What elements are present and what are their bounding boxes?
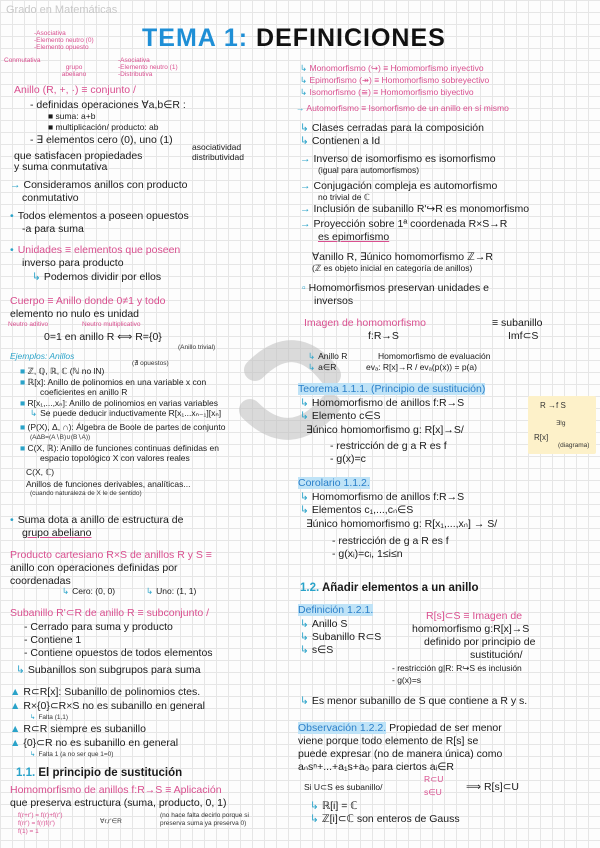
- contiene-1: - Contiene 1: [24, 634, 82, 646]
- ex-rcr: ▲ R⊂R[x]: Subanillo de polinomios ctes.: [10, 686, 201, 698]
- ex-polinomios-2: coeficientes en anillo R: [40, 387, 128, 397]
- ex-polinomios-1: ■ ℝ[x]: Anillo de polinomios en una variable x con: [20, 377, 207, 387]
- co-elementos: ↳ Elementos c₁,...,cₙ∈S: [300, 504, 413, 516]
- co-gx: - g(xᵢ)=cᵢ, 1≤i≤n: [332, 548, 403, 560]
- ex-numbers: ■ ℤ, ℚ, ℝ, ℂ (ℕ no lN): [20, 366, 105, 376]
- existen-elementos: - ∃ elementos cero (0), uno (1): [30, 134, 173, 146]
- rcu: R⊂U: [424, 774, 444, 784]
- podemos-dividir: ↳ Podemos dividir por ellos: [32, 271, 161, 283]
- unidades-def: • Unidades ≡ elementos que poseen: [10, 244, 180, 256]
- hom-prop-1: f(r+r') = f(r)+f(r'): [18, 812, 63, 819]
- consideramos: → Consideramos anillos con producto: [10, 179, 188, 191]
- clases-cerradas: ↳ Clases cerradas para la composición: [300, 122, 484, 134]
- ex-varias-1: ■ R[x₁,...,xₙ]: Anillo de polinomios en varias variables: [20, 398, 219, 408]
- anillo-trivial: (Anillo trivial): [178, 344, 216, 351]
- anillo-z-homo: ∀anillo R, ∃único homomorfismo ℤ→R: [312, 251, 493, 263]
- definido-por: definido por principio de: [424, 636, 536, 648]
- rs-def: R[s]⊂S ≡ Imagen de: [426, 610, 523, 622]
- co-restriccion: - restricción de g a R es f: [332, 535, 449, 547]
- es-epimorfismo: es epimorfismo: [318, 231, 390, 243]
- homo-g: homomorfismo g:R[x]→S: [412, 623, 530, 635]
- co-homo: ↳ Homomorfismo de anillos f:R→S: [300, 491, 464, 503]
- imf: Imf⊂S: [508, 330, 539, 342]
- definicion-1-2-1: Definición 1.2.1.: [298, 604, 374, 616]
- ex-boole: ■ (P(X), Δ, ∩): Álgebra de Boole de partes de conjunto: [20, 422, 226, 432]
- diagram-label: (diagrama): [558, 442, 590, 449]
- section-1-1: 1.1. El principio de sustitución: [16, 767, 183, 779]
- neutro-aditivo: Neutro aditivo: [8, 321, 49, 328]
- teorema-1-1-1: Teorema 1.1.1. (Principio de sustitución): [298, 383, 486, 395]
- cero-igual-uno: 0=1 en anillo R ⟺ R={0}: [44, 331, 162, 343]
- ex-boole-def: (AΔB=(A∖B)∪(B∖A)): [30, 434, 91, 441]
- sustitucion: sustitución/: [470, 649, 523, 661]
- brace-right-1: -Asociativa: [118, 57, 150, 64]
- falta-11: ↳ Falta (1,1): [30, 714, 68, 721]
- conmutativa-label: Conmutativa: [4, 57, 41, 64]
- def-anillo-s: ↳ Anillo S: [300, 618, 347, 630]
- brace-right-2: -Elemento neutro (1): [118, 64, 178, 71]
- contienen-id: ↳ Contienen a Id: [300, 135, 380, 147]
- ev-def: evₐ: R[x]→R / evₐ(p(x)) = p(a): [366, 362, 477, 372]
- ex-continuas-1: ■ C(X, ℝ): Anillo de funciones continuas definidas en: [20, 443, 219, 453]
- inverso-producto: inverso para producto: [22, 257, 124, 269]
- isomorfismo: ↳ Isomorfismo (≅) ≡ Homomorfismo biyectivo: [300, 87, 474, 97]
- ex-rxs: ▲ R×{0}⊂R×S no es subanillo en general: [10, 700, 205, 712]
- subanillo-def: Subanillo R'⊂R de anillo R ≡ subconjunto /: [10, 607, 210, 619]
- contiene-opuestos: - Contiene opuestos de todos elementos: [24, 647, 213, 659]
- obs-2: viene porque todo elemento de R[s] se: [298, 735, 479, 747]
- inversos: inversos: [314, 295, 354, 307]
- cuerpo-def: Cuerpo ≡ Anillo donde 0≠1 y todo: [10, 295, 166, 307]
- todos-opuestos: • Todos elementos a poseen opuestos: [10, 210, 189, 222]
- brace-top-1: -Asociativa: [34, 30, 66, 37]
- para-suma: -a para suma: [22, 223, 84, 235]
- inverso-iso: → Inverso de isomorfismo es isomorfismo: [300, 153, 496, 165]
- hom-prop-3: f(1) = 1: [18, 828, 39, 835]
- falta-1: ↳ Falta 1 (a no ser que 1=0): [30, 751, 113, 758]
- producto-cartesiano: Producto cartesiano R×S de anillos R y S ≡: [10, 549, 212, 561]
- th-restriccion: - restricción de g a R es f: [330, 440, 447, 452]
- suma-dota: • Suma dota a anillo de estructura de: [10, 514, 183, 526]
- cerrado: - Cerrado para suma y producto: [24, 621, 173, 633]
- imagen-homo: Imagen de homomorfismo: [304, 317, 426, 329]
- suma-conmutativa: y suma conmutativa: [14, 161, 108, 173]
- neutro-multiplicativo: Neutro multiplicativo: [82, 321, 141, 328]
- page-title: TEMA 1: DEFINICIONES: [142, 24, 446, 52]
- th-unico: ∃único homomorfismo g: R[x]→S/: [306, 424, 464, 436]
- def-subanillo: ↳ Subanillo R⊂S: [300, 631, 381, 643]
- def-s-in-s: ↳ s∈S: [300, 644, 333, 656]
- th-elemento: ↳ Elemento c∈S: [300, 410, 381, 422]
- homomorfismo-def: Homomorfismo de anillos f:R→S ≡ Aplicación: [10, 784, 222, 796]
- diagram-rx: R[x]: [534, 433, 549, 442]
- ex-complex: C(X, ℂ): [26, 467, 55, 477]
- mult-item: ■ multiplicación/ producto: ab: [48, 122, 159, 132]
- preserva-estructura: que preserva estructura (suma, producto, 0, 1): [10, 797, 227, 809]
- homos-preservan: ▫ Homomorfismos preservan unidades e: [302, 282, 489, 294]
- ri-c: ↳ ℝ[i] = ℂ: [310, 800, 358, 812]
- obs-3: puede expresar (no de manera única) como: [298, 748, 503, 760]
- ex-derivables-1: Anillos de funciones derivables, analíticas...: [26, 479, 191, 489]
- z-inicial: (ℤ es objeto inicial en categoría de anillos): [312, 263, 473, 273]
- def-ops: - definidas operaciones ∀a,b∈R :: [30, 99, 186, 111]
- no-opuestos: (∄ opuestos): [132, 360, 169, 367]
- section-1-2: 1.2. Añadir elementos a un anillo: [300, 582, 479, 594]
- homo-evaluacion: Homomorfismo de evaluación: [378, 351, 491, 361]
- subanillo-eq: ≡ subanillo: [492, 317, 543, 329]
- uno-par: ↳ Uno: (1, 1): [146, 587, 196, 597]
- a-in-r: ↳ a∈R: [308, 363, 336, 373]
- gx-s: - g(x)=s: [392, 675, 422, 685]
- diagram-g: ∃!g: [556, 420, 566, 427]
- diagram-rs: R →f S: [540, 401, 566, 410]
- observacion-1-2-2: Observación 1.2.2. Propiedad de ser menor: [298, 722, 502, 734]
- conmutativo: conmutativo: [22, 192, 79, 204]
- cero-par: ↳ Cero: (0, 0): [62, 587, 115, 597]
- anillo-definition: Anillo (R, +, ·) ≡ conjunto /: [14, 84, 136, 96]
- th-homo: ↳ Homomorfismo de anillos f:R→S: [300, 397, 464, 409]
- anillo-ops: anillo con operaciones definidas por: [10, 562, 178, 574]
- ex-zero: ▲ {0}⊂R no es subanillo en general: [10, 737, 179, 749]
- conjugacion: → Conjugación compleja es automorfismo: [300, 180, 497, 192]
- zi-gauss: ↳ ℤ[i]⊂ℂ son enteros de Gauss: [310, 813, 460, 825]
- obs-4: aₙsⁿ+...+a₁s+a₀ para ciertos aᵢ∈R: [298, 761, 454, 773]
- seu: s∈U: [424, 787, 442, 797]
- diagram-box: [528, 396, 596, 454]
- brace-top-3: -Elemento opuesto: [34, 44, 89, 51]
- ex-rcr2: ▲ R⊂R siempre es subanillo: [10, 723, 146, 735]
- ex-derivables-2: (cuando naturaleza de X le de sentido): [30, 490, 142, 497]
- forall-rr: ∀r,r'∈R: [100, 818, 122, 825]
- asociatividad: asociatividad: [192, 142, 242, 152]
- brace-right-3: -Distributiva: [118, 71, 153, 78]
- watermark: Grado en Matemáticas: [6, 4, 118, 16]
- ex-varias-2: ↳ Se puede deducir inductivamente R[x₁...xₙ₋₁][xₙ]: [30, 409, 221, 419]
- es-menor: ↳ Es menor subanillo de S que contiene a R y s.: [300, 695, 527, 707]
- nohace-2: preserva suma ya preserva 0): [160, 820, 247, 827]
- ejemplos-heading: Ejemplos: Anillos: [10, 351, 75, 361]
- proyeccion: → Proyección sobre 1ª coordenada R×S→R: [300, 218, 507, 230]
- distributividad: distributividad: [192, 152, 244, 162]
- grupo-abeliano-label: grupo abeliano: [61, 64, 87, 79]
- inclusion: → Inclusión de subanillo R'↪R es monomorfismo: [300, 203, 529, 215]
- imagen-f: f:R→S: [368, 330, 399, 342]
- igual-auto: (igual para automorfismos): [318, 165, 420, 175]
- epimorfismo: ↳ Epimorfismo (↠) ≡ Homomorfismo sobreyectivo: [300, 75, 490, 85]
- suma-item: ■ suma: a+b: [48, 111, 96, 121]
- grupo-abeliano: grupo abeliano: [22, 527, 92, 539]
- coordenadas: coordenadas: [10, 575, 71, 587]
- satisfacen-prop: que satisfacen propiedades: [14, 150, 143, 162]
- corolario-1-1-2: Corolario 1.1.2.: [298, 477, 370, 489]
- th-gx: - g(x)=c: [330, 453, 366, 465]
- restr-g: - restricción g|R: R↪S es inclusión: [392, 663, 522, 673]
- co-unico: ∃único homomorfismo g: R[x₁,...,xₙ] → S/: [306, 518, 498, 530]
- no-nulo-unidad: elemento no nulo es unidad: [10, 308, 140, 320]
- ex-continuas-2: espacio topológico X con valores reales: [40, 453, 190, 463]
- si-ucs: Si U⊂S es subanillo/: [304, 782, 383, 792]
- no-trivial: no trivial de ℂ: [318, 192, 370, 202]
- hom-prop-2: f(rr') = f(r)f(r'): [18, 820, 55, 827]
- anillo-r: ↳ Anillo R: [308, 352, 347, 362]
- nohace-1: (no hace falta decirlo porque si: [160, 812, 249, 819]
- monomorfismo: ↳ Monomorfismo (↪) ≡ Homomorfismo inyectivo: [300, 63, 484, 73]
- automorfismo: → Automorfismo ≡ Isomorfismo de un anillo en sí mismo: [296, 103, 509, 113]
- subgrupos: ↳ Subanillos son subgrupos para suma: [16, 664, 201, 676]
- brace-top-2: -Elemento neutro (0): [34, 37, 94, 44]
- rs-in-u: ⟹ R[s]⊂U: [466, 781, 520, 793]
